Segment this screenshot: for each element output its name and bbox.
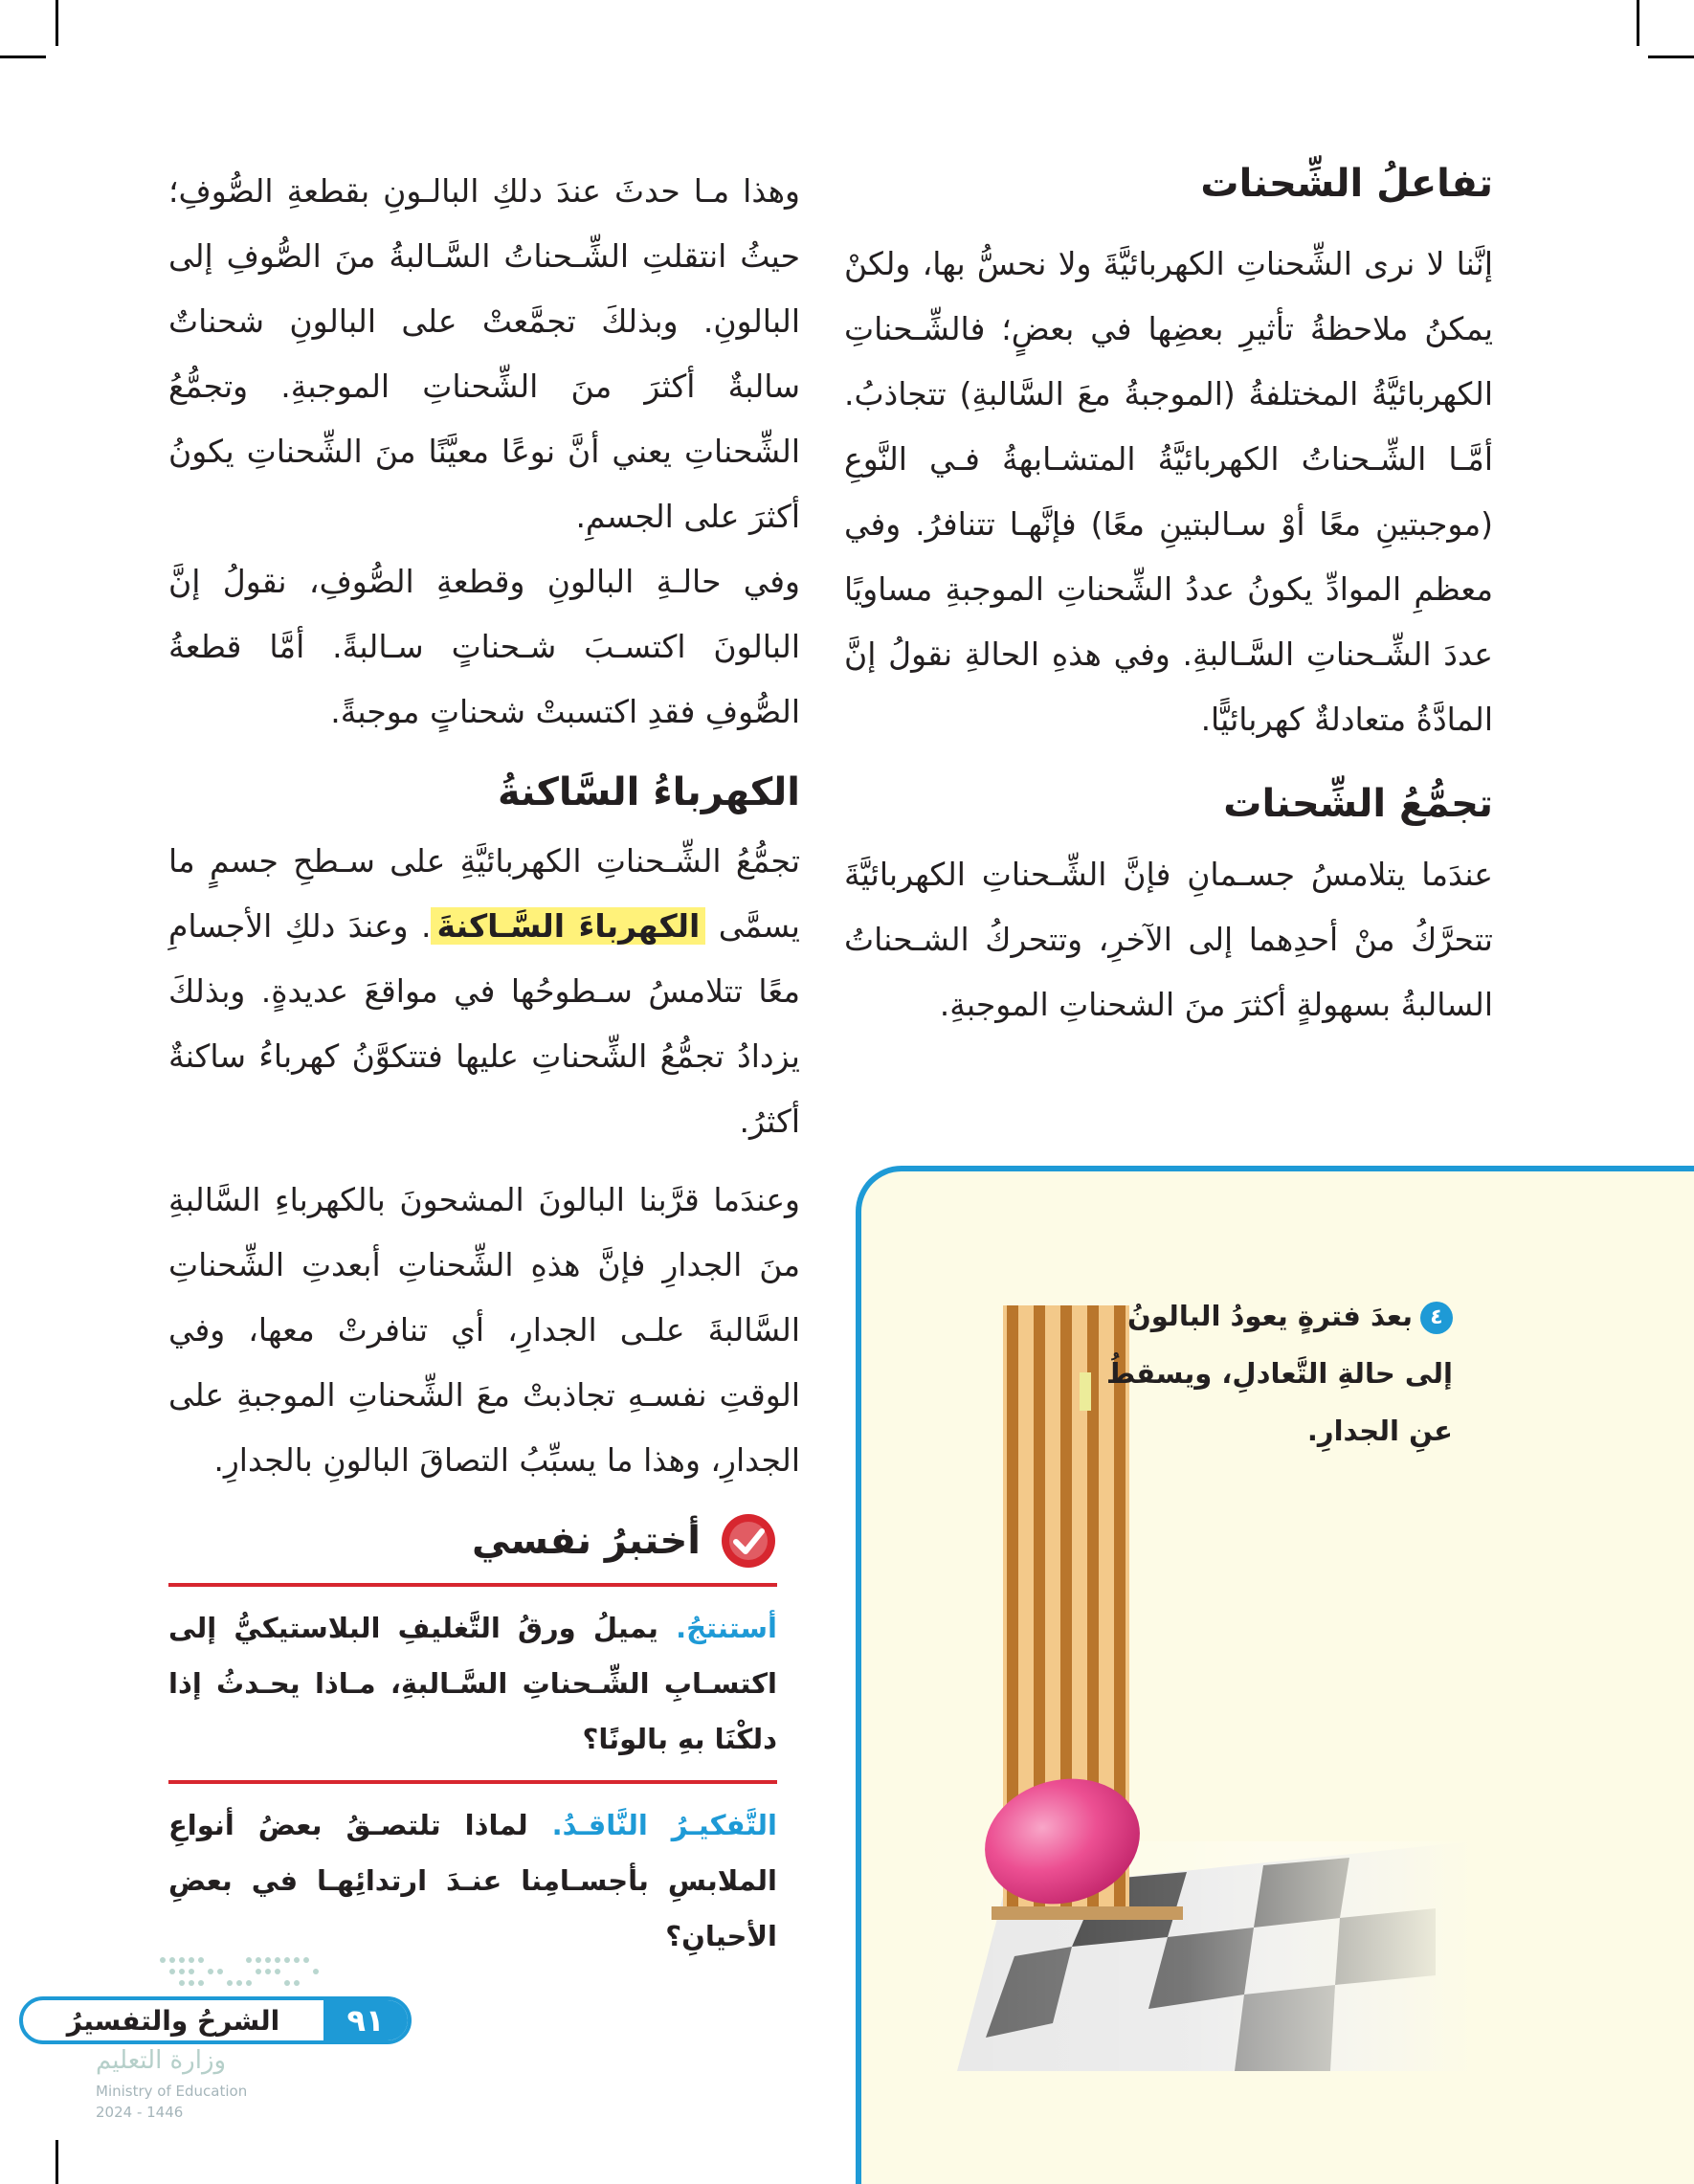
- left-column: [168, 159, 800, 1493]
- ministry-name-ar: وزارة التعليم: [96, 2046, 227, 2075]
- divider: [168, 1583, 777, 1587]
- self-test-section: [168, 1512, 777, 1977]
- paragraph: وهذا مـا حدثَ عندَ دلكِ البالـونِ بقطعةِ الصُّوفِ؛ حيثُ انتقلتِ الشِّـحناتُ السَّـالبةُ منَ الصُّوفِ إلى البالونِ. وبذلكَ تجمَّعتْ على البالونِ شحناتٌ سالبةٌ أكثرَ منَ الشِّحناتِ الموجبةِ. وتجمُّعُ الشِّحناتِ يعني أنَّ نوعًا معيَّنًا منَ الشِّحناتِ يكونُ أكثرَ على الجسمِ.: [168, 172, 800, 535]
- paragraph: إنَّنا لا نرى الشِّحناتِ الكهربائيَّةَ ولا نحسُّ بها، ولكنْ يمكنُ ملاحظةُ تأثيرِ بعضِها في بعضٍ؛ فالشِّـحناتِ الكهربائيَّةُ المختلفةُ (الموجبةُ معَ السَّالبةِ) تتجاذبُ. أمَّـا الشِّـحناتُ الكهربائيَّةُ المتشـابهةُ فـي النَّوعِ (موجبتينِ معًا أوْ سـالبتينِ معًا) فإنَّهـا تتنافرُ. وفي معظمِ الموادِّ يكونُ عددُ الشِّحناتِ الموجبةِ مساويًا عددَ الشِّـحناتِ السَّـالبةِ. وفي هذهِ الحالةِ نقولُ إنَّ المادَّةُ متعادلةٌ كهربائيًّا.: [844, 245, 1493, 738]
- text-segment: تجمُّعُ الشِّـحناتِ الكهربائيَّةِ على سـطحِ جسمٍ ما يسمَّى: [168, 842, 800, 945]
- crop-mark: [56, 0, 58, 46]
- heading-charge-interaction: تفاعلُ الشِّحنات: [1200, 162, 1493, 206]
- paragraph: وعندَما قرَّبنا البالونَ المشحونَ بالكهرباءِ السَّالبةِ منَ الجدارِ فإنَّ هذهِ الشِّحناتِ أبعدتِ الشِّحناتِ السَّالبةَ علـى الجدارِ، أي تنافرتْ معها، وفي الوقتِ نفسـهِ تجاذبتْ معَ الشِّحناتِ الموجبةِ على الجدارِ، وهذا ما يسبِّبُ التصاقَ البالونِ بالجدارِ.: [168, 1181, 800, 1479]
- section-title: الشرحُ والتفسيرُ: [66, 2004, 280, 2037]
- heading-charge-buildup: تجمُّعُ الشِّحنات: [1223, 782, 1493, 826]
- question-text: يميلُ ورقُ التَّغليفِ البلاستيكيُّ إلى اكتسـابِ الشِّـحناتِ السَّـالبةِ، مـاذا يحـدثُ إذا دلكْنَا بهِ بالونًا؟: [168, 1612, 777, 1755]
- heading-static-electricity: الكهرباءُ السَّاكنةُ: [498, 770, 800, 814]
- paragraph: وفي حالـةِ البالونِ وقطعةِ الصُّوفِ، نقولُ إنَّ البالونَ اكتسـبَ شـحناتٍ سـالبةً. أمَّا قطعةُ الصُّوفِ فقدِ اكتسبتْ شحناتٍ موجبةً.: [168, 563, 800, 730]
- ministry-year: 2024 - 1446: [96, 2104, 184, 2121]
- crop-mark: [1648, 56, 1694, 58]
- page-footer-tab: [19, 1996, 412, 2044]
- question-label: أستنتجُ.: [676, 1612, 777, 1644]
- figure-caption: [1089, 1287, 1453, 1460]
- question-2: [168, 1797, 777, 1964]
- step-number-badge: ٤: [1420, 1302, 1453, 1334]
- highlighted-term: الكهرباءَ السَّـاكنةَ: [431, 907, 705, 945]
- paragraph: [168, 829, 800, 1154]
- self-test-title: أختبرُ نفسي: [472, 1519, 701, 1563]
- question-1: [168, 1600, 777, 1767]
- ministry-name-en: Ministry of Education: [96, 2083, 248, 2100]
- ministry-logo-icon: [153, 1952, 335, 1996]
- divider: [168, 1780, 777, 1784]
- checkmark-icon: [720, 1512, 777, 1570]
- checkered-floor: [900, 1841, 1474, 2071]
- paragraph: عندَما يتلامسُ جسـمانِ فإنَّ الشِّـحناتِ الكهربائيَّةَ تتحرَّكُ منْ أحدِهما إلى الآخرِ، وتتحركُ الشـحناتُ السالبةُ بسهولةٍ أكثرَ منَ الشحناتِ الموجبةِ.: [844, 856, 1493, 1023]
- text-segment: . وعندَ دلكِ الأجسامِ معًا تتلامسُ سـطوحُها في مواقعَ عديدةٍ. وبذلكَ يزدادُ تجمُّعُ الشِّحناتِ عليها فتتكوَّنُ كهرباءُ ساكنةٌ أكثرُ.: [168, 907, 800, 1140]
- crop-mark: [56, 2140, 58, 2184]
- caption-text: بعدَ فترةٍ يعودُ البالونُ إلى حالةِ التَّعادلِ، ويسقطُ عنِ الجدارِ.: [1105, 1300, 1453, 1447]
- crop-mark: [0, 56, 46, 58]
- page-number: ٩١: [323, 2000, 408, 2040]
- question-label: التَّفكيـرُ النَّاقـدُ.: [551, 1809, 777, 1841]
- crop-mark: [1637, 0, 1639, 46]
- question-text: لماذا تلتصـقُ بعضُ أنواعِ الملابسِ بأجسـامِنا عنـدَ ارتدائِهـا في بعضِ الأحيانِ؟: [168, 1809, 777, 1952]
- right-column: [844, 157, 1493, 1037]
